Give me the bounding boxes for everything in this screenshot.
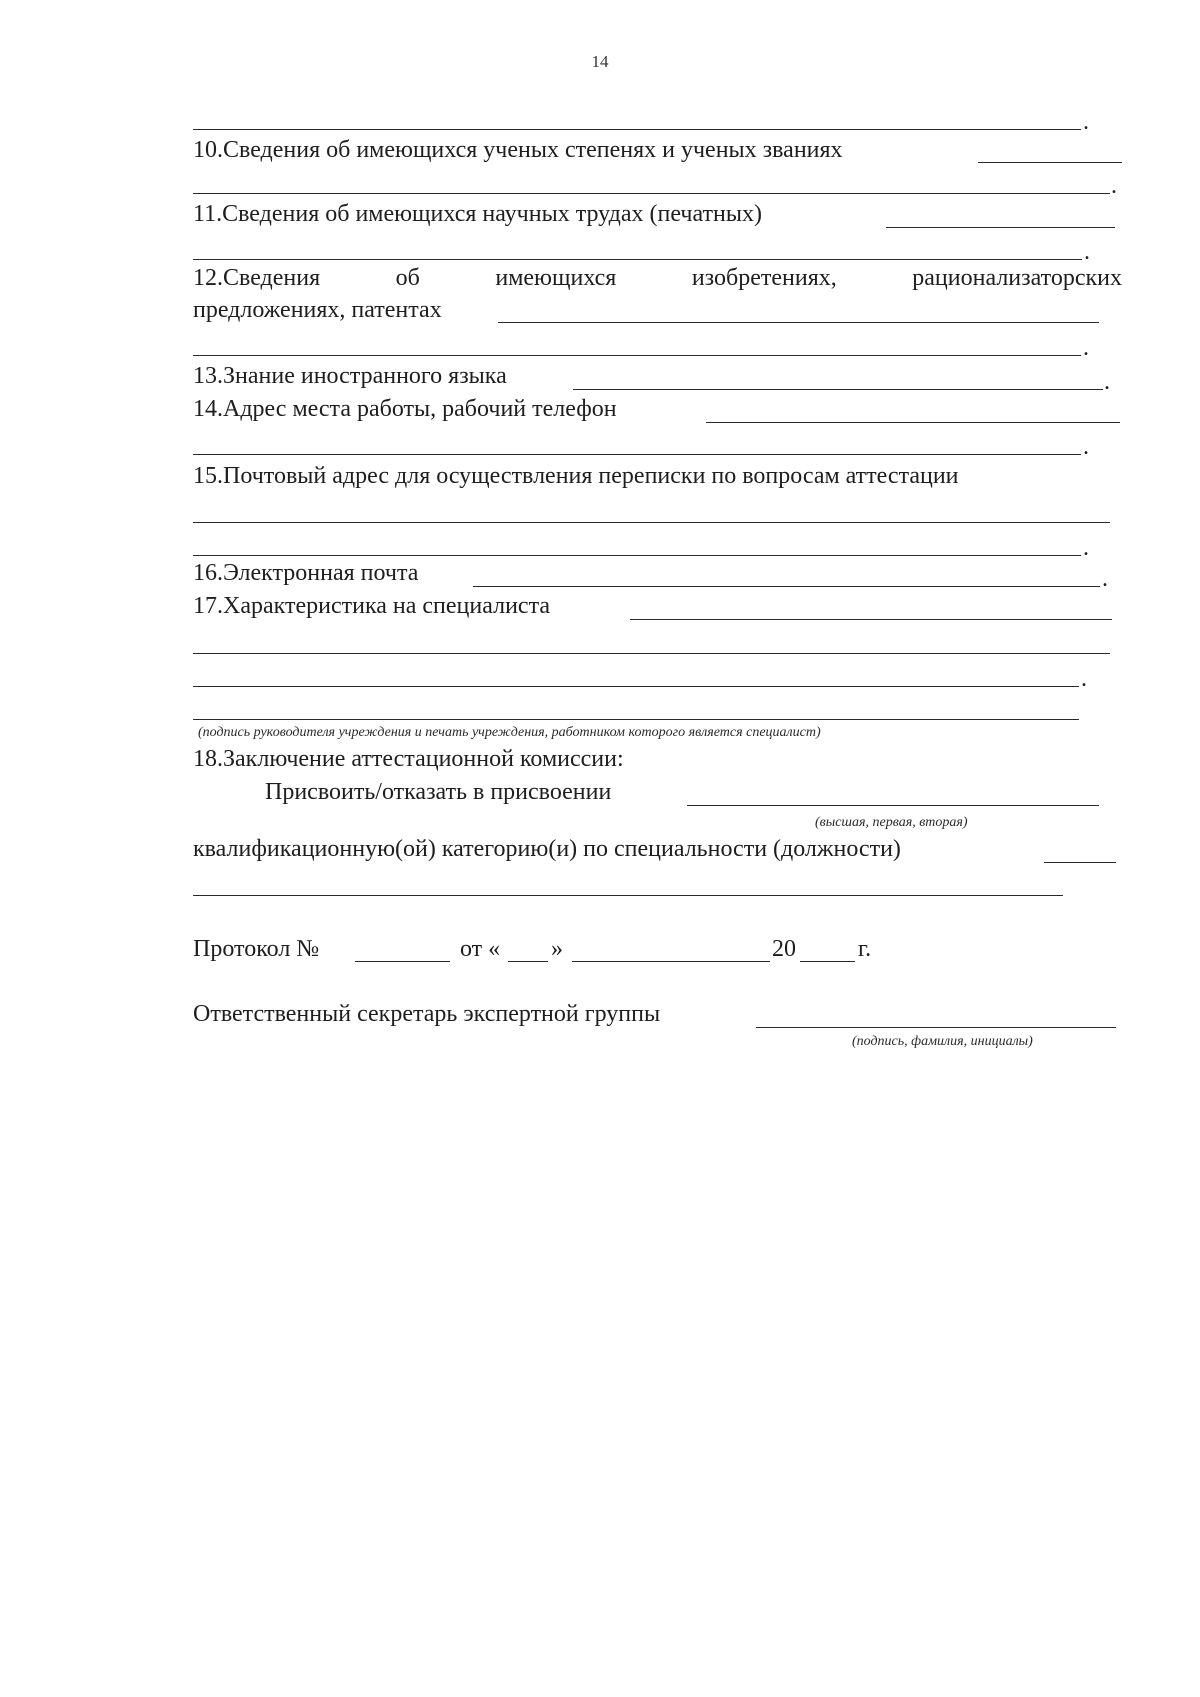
period: .: [1083, 434, 1089, 460]
item-12-word: изобретениях,: [691, 265, 837, 291]
period: .: [1102, 566, 1108, 592]
protocol-year-prefix: 20: [772, 936, 796, 962]
secretary-signature-field[interactable]: [756, 1027, 1116, 1028]
category-field[interactable]: [687, 805, 1099, 806]
work-address-field-line[interactable]: [193, 454, 1081, 455]
page-number: 14: [591, 52, 609, 71]
item-12-word: об: [395, 265, 420, 291]
characteristic-field[interactable]: [630, 619, 1112, 620]
period: .: [1083, 335, 1089, 361]
item-13-label: 13.Знание иностранного языка: [193, 363, 507, 389]
period: .: [1111, 173, 1117, 199]
item-11-label: 11.Сведения об имеющихся научных трудах (печатных): [193, 201, 762, 227]
item-12-word: имеющихся: [495, 265, 617, 291]
assign-label: Присвоить/отказать в присвоении: [265, 779, 612, 805]
email-field[interactable]: [473, 586, 1100, 587]
protocol-month-field[interactable]: [572, 961, 770, 962]
specialty-field-line[interactable]: [193, 895, 1063, 896]
protocol-number-field[interactable]: [355, 961, 450, 962]
signature-line[interactable]: [193, 719, 1079, 720]
characteristic-field-line[interactable]: [193, 653, 1110, 654]
item-18-label: 18.Заключение аттестационной комиссии:: [193, 746, 624, 772]
item-16-label: 16.Электронная почта: [193, 560, 419, 586]
characteristic-field-line[interactable]: [193, 686, 1079, 687]
inventions-field[interactable]: [498, 322, 1099, 323]
protocol-day-field[interactable]: [508, 961, 548, 962]
postal-address-field-line[interactable]: [193, 555, 1081, 556]
item-12-label: предложениях, патентах: [193, 297, 442, 323]
period: .: [1083, 109, 1089, 135]
item-12-word: рационализаторских: [912, 265, 1122, 291]
item-15-label: 15.Почтовый адрес для осуществления переписки по вопросам аттестации: [193, 463, 959, 489]
postal-address-field[interactable]: [193, 522, 1110, 523]
degrees-field[interactable]: [978, 162, 1122, 163]
period: .: [1083, 535, 1089, 561]
category-caption: (высшая, первая, вторая): [815, 815, 968, 830]
language-field[interactable]: [573, 389, 1103, 390]
work-address-field[interactable]: [706, 422, 1120, 423]
protocol-year-suffix: г.: [858, 936, 872, 962]
inventions-field-line[interactable]: [193, 355, 1081, 356]
protocol-from: от «: [460, 936, 501, 962]
fill-line[interactable]: [193, 129, 1081, 130]
secretary-label: Ответственный секретарь экспертной группы: [193, 1001, 661, 1027]
period: .: [1081, 666, 1087, 692]
item-12-line1: [193, 264, 1122, 292]
works-field[interactable]: [886, 227, 1115, 228]
specialty-field[interactable]: [1044, 862, 1116, 863]
period: .: [1084, 239, 1090, 265]
qualification-label: квалификационную(ой) категорию(и) по специальности (должности): [193, 836, 901, 862]
item-12-word: 12.Сведения: [193, 265, 321, 291]
item-14-label: 14.Адрес места работы, рабочий телефон: [193, 396, 617, 422]
item-17-label: 17.Характеристика на специалиста: [193, 593, 550, 619]
secretary-caption: (подпись, фамилия, инициалы): [852, 1034, 1033, 1049]
protocol-close-quote: »: [551, 936, 563, 962]
protocol-label: Протокол №: [193, 936, 320, 962]
period: .: [1104, 369, 1110, 395]
works-field-line[interactable]: [193, 259, 1082, 260]
item-10-label: 10.Сведения об имеющихся ученых степенях и ученых званиях: [193, 137, 843, 163]
protocol-year-field[interactable]: [800, 961, 855, 962]
signature-caption: (подпись руководителя учреждения и печать учреждения, работником которого является специалист): [198, 725, 821, 740]
degrees-field-line[interactable]: [193, 193, 1110, 194]
